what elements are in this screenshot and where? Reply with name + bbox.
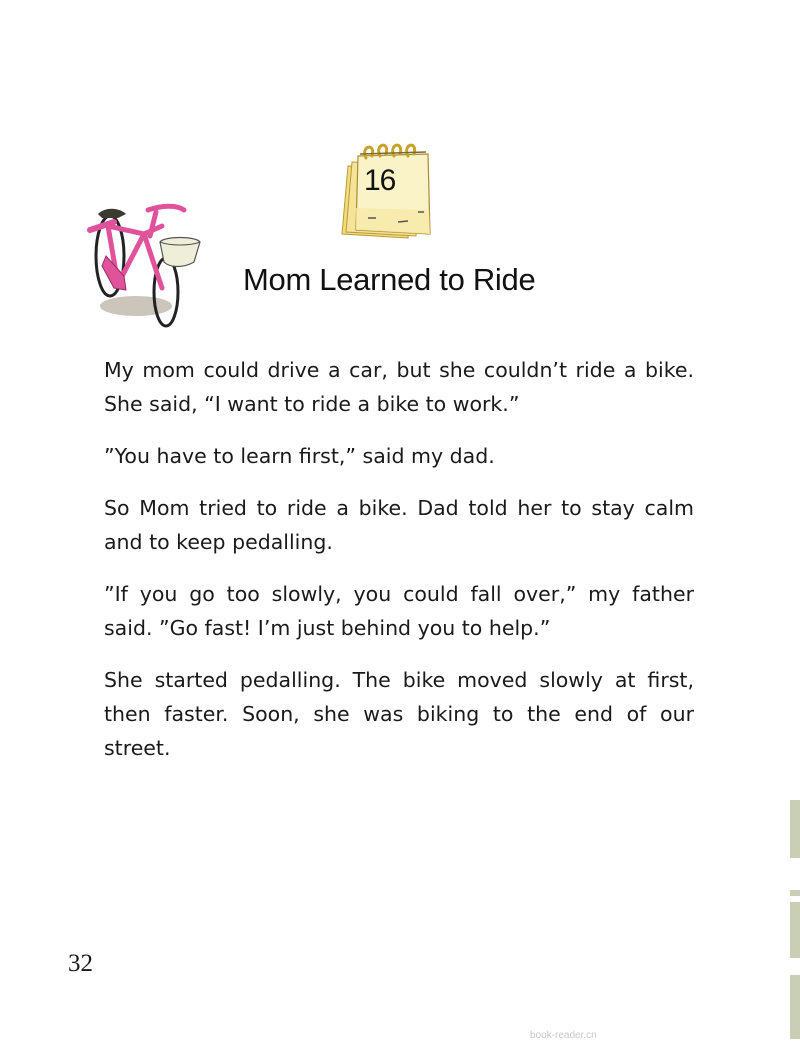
calendar-icon bbox=[338, 138, 438, 244]
story-paragraph: ”You have to learn first,” said my dad. bbox=[104, 444, 495, 468]
page-number: 32 bbox=[68, 950, 93, 977]
bicycle-illustration bbox=[84, 196, 204, 332]
edge-tab bbox=[790, 902, 800, 958]
story-text bbox=[104, 353, 694, 783]
chapter-number: 16 bbox=[364, 164, 396, 197]
chapter-title: Mom Learned to Ride bbox=[243, 262, 536, 297]
story-paragraph: So Mom tried to ride a bike. Dad told her to stay calm and to keep pedalling. bbox=[104, 496, 694, 554]
watermark: book-reader.cn bbox=[530, 1030, 597, 1041]
edge-tab bbox=[790, 800, 800, 858]
page-edge-tabs bbox=[790, 800, 800, 1050]
story-paragraph: ”If you go too slowly, you could fall over,” my father said. ”Go fast! I’m just behind you to help.” bbox=[104, 582, 694, 640]
story-paragraph: My mom could drive a car, but she couldn’t ride a bike. She said, “I want to ride a bike to work.” bbox=[104, 358, 694, 416]
edge-tab bbox=[790, 975, 800, 1039]
edge-tab bbox=[790, 890, 800, 896]
story-paragraph: She started pedalling. The bike moved slowly at first, then faster. Soon, she was biking to the end of our street. bbox=[104, 668, 694, 760]
